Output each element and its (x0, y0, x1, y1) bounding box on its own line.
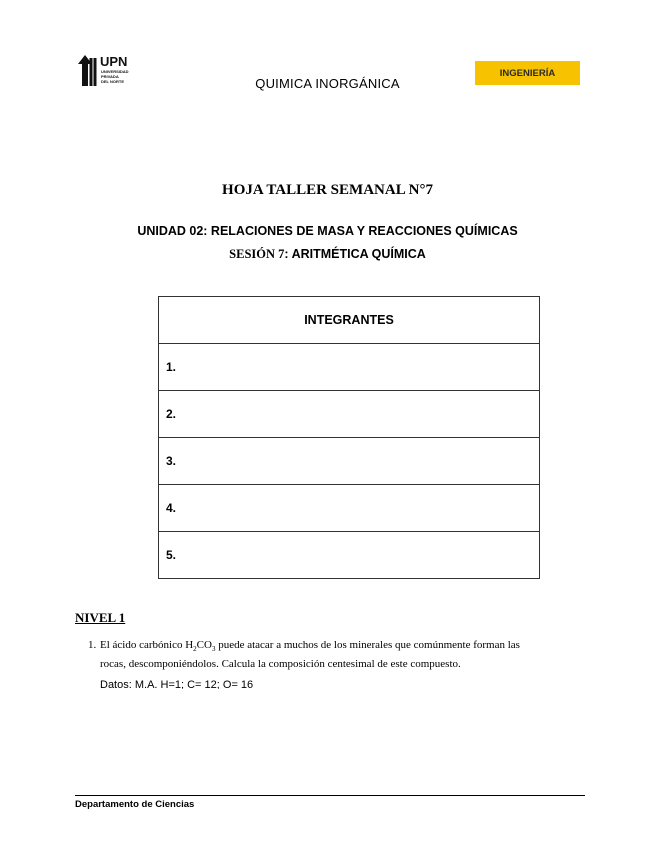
document-title: HOJA TALLER SEMANAL N°7 (222, 182, 433, 198)
question-text-a: El ácido carbónico H (100, 639, 194, 651)
question-line-1 (88, 638, 558, 657)
member-row-2[interactable]: 2. (159, 391, 540, 438)
member-row-3[interactable]: 3. (159, 438, 540, 485)
table-row (159, 532, 540, 579)
subscript-2: 2 (193, 645, 197, 654)
logo-subtext-1: UNIVERSIDAD (101, 69, 129, 74)
table-row (159, 391, 540, 438)
members-table (158, 296, 540, 579)
member-row-5[interactable]: 5. (159, 532, 540, 579)
members-table-header-row (159, 297, 540, 344)
question-1 (88, 638, 558, 672)
course-title: QUIMICA INORGÁNICA (255, 76, 400, 91)
logo-subtext-2: PRIVADA (101, 74, 119, 79)
table-row (159, 485, 540, 532)
logo-subtext-3: DEL NORTE (101, 79, 125, 84)
table-row (159, 438, 540, 485)
session-prefix: SESIÓN 7 (229, 247, 285, 261)
level-heading: NIVEL 1 (75, 610, 126, 625)
faculty-badge: INGENIERÍA (475, 61, 580, 85)
question-number: 1. (88, 639, 97, 651)
session-title (0, 247, 655, 262)
footer-department: Departamento de Ciencias (75, 799, 195, 810)
footer-divider (75, 795, 585, 796)
question-text-c: puede atacar a muchos de los minerales que comúnmente forman las (215, 639, 520, 651)
member-row-1[interactable]: 1. (159, 344, 540, 391)
question-line-2: rocas, descomponiéndolos. Calcula la composición centesimal de este compuesto. (100, 658, 461, 671)
members-table-header: INTEGRANTES (159, 297, 540, 344)
table-row (159, 344, 540, 391)
question-text-b: CO (196, 639, 212, 651)
member-row-4[interactable]: 4. (159, 485, 540, 532)
subscript-3: 3 (211, 645, 216, 654)
session-rest: : ARITMÉTICA QUÍMICA (284, 247, 426, 261)
unit-title: UNIDAD 02: RELACIONES DE MASA Y REACCIONES QUÍMICAS (137, 224, 518, 238)
logo-text: UPN (100, 54, 128, 69)
given-data: Datos: M.A. H=1; C= 12; O= 16 (100, 679, 254, 689)
